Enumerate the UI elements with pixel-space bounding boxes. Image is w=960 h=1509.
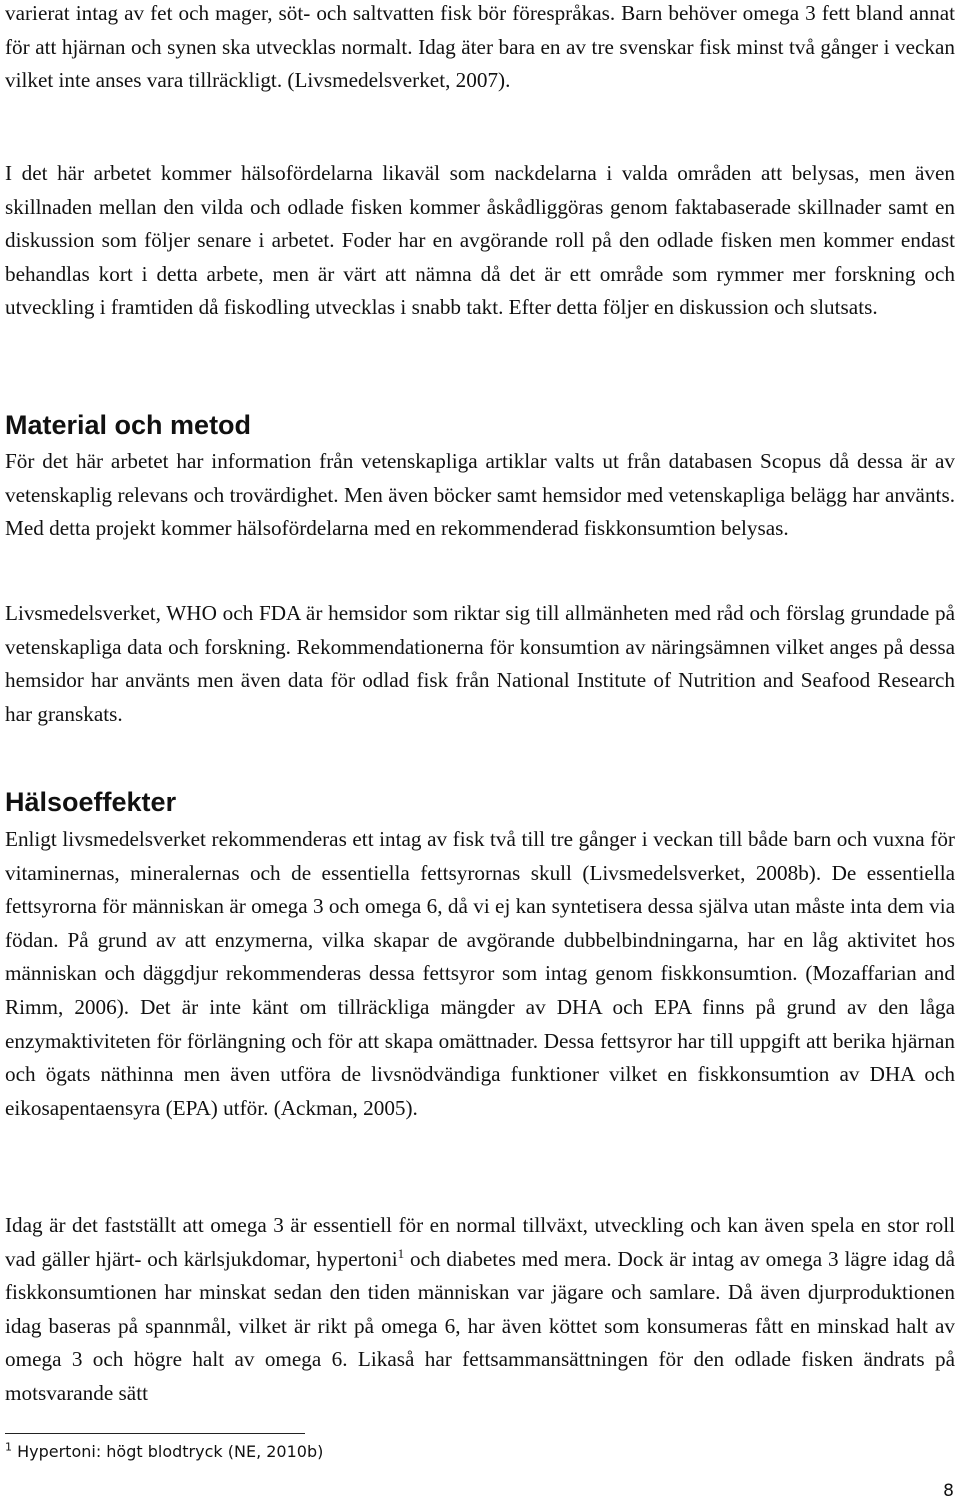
material-paragraph-2: Livsmedelsverket, WHO och FDA är hemsidor som riktar sig till allmänheten med råd och förslag grundade på vetenskapliga data och forskning. Rekommendationerna för konsumtion av näringsämnen vilket anges på dessa hemsidor har använts men även data för odlad fisk från National Institute of Nutrition and Seafood Research har granskats.: [5, 601, 955, 726]
footnote-number: 1: [5, 1440, 12, 1454]
footnote-reference[interactable]: 1: [397, 1245, 405, 1261]
intro-paragraph-2: I det här arbetet kommer hälsofördelarna likaväl som nackdelarna i valda områden att belysas, men även skillnaden mellan den vilda och odlade fisken kommer åskådliggöras genom faktabaserade skillnader samt en diskussion som följer senare i arbetet. Foder har en avgörande roll på den odlade fisken men kommer endast behandlas kort i detta arbete, men är värt att nämna då det är ett område som rymmer mer forskning och utveckling i framtiden då fiskodling utvecklas i snabb takt. Efter detta följer en diskussion och slutsats.: [5, 161, 955, 320]
halso-paragraph-2-text-a: Idag är det fastställt att omega 3 är essentiell för en normal tillväxt, utveckling och kan även spela en stor roll vad gäller hjärt- och kärlsjukdomar, hypertoni: [5, 1213, 955, 1271]
halso-paragraph-2-text-b: och diabetes med mera. Dock är intag av omega 3 lägre idag då fiskkonsumtionen har minskat sedan den tiden människan var jägare och samlare. Då även djurproduktionen idag baseras på spannmål, vilket är rikt på omega 6, har även köttet som konsumeras fått en minskad halt av omega 3 och högre halt av omega 6. Likaså har fettsammansättningen för den odlade fisken ändrats på motsvarande sätt: [5, 1246, 955, 1405]
footnote-separator: [5, 1433, 305, 1434]
page-number: 8: [943, 1481, 954, 1501]
section-heading-halsoeffekter: Hälsoeffekter: [5, 787, 177, 817]
footnote-text: Hypertoni: högt blodtryck (NE, 2010b): [12, 1442, 324, 1461]
halso-paragraph-1: Enligt livsmedelsverket rekommenderas ett intag av fisk två till tre gånger i veckan till både barn och vuxna för vitaminernas, mineralernas och de essentiella fettsyrornas skull (Livsmedelsverket, 2008b). De essentiella fettsyrorna för människan är omega 3 och omega 6, då vi ej kan syntetisera dessa själva utan måste inta dem via födan. På grund av att enzymerna, vilka skapar de avgörande dubbelbindningarna, har en låg aktivitet hos människan och däggdjur rekommenderas dessa fettsyror som intag genom fiskkonsumtion. (Mozaffarian and Rimm, 2006). Det är inte känt om tillräckliga mängder av DHA och EPA finns på grund av den låga enzymaktiviteten för förlängning och för att skapa omättnader. Dessa fettsyror har till uppgift att berika hjärnan och ögats näthinna men även utföra de livsnödvändiga funktioner vilket en fiskkonsumtion av DHA och eikosapentaensyra (EPA) utför. (Ackman, 2005).: [5, 827, 955, 1120]
footnote: [5, 1440, 323, 1464]
material-paragraph-1: För det här arbetet har information från vetenskapliga artiklar valts ut från databasen Scopus då dessa är av vetenskaplig relevans och trovärdighet. Men även böcker samt hemsidor med vetenskapliga belägg har använts. Med detta projekt kommer hälsofördelarna med en rekommenderad fiskkonsumtion belysas.: [5, 449, 955, 541]
halso-paragraph-2: [5, 1209, 955, 1411]
intro-paragraph-1: varierat intag av fet och mager, söt- och saltvatten fisk bör förespråkas. Barn behöver omega 3 fett bland annat för att hjärnan och synen ska utvecklas normalt. Idag äter bara en av tre svenskar fisk minst två gånger i veckan vilket inte anses vara tillräckligt. (Livsmedelsverket, 2007).: [5, 1, 955, 93]
section-heading-material: Material och metod: [5, 410, 252, 440]
